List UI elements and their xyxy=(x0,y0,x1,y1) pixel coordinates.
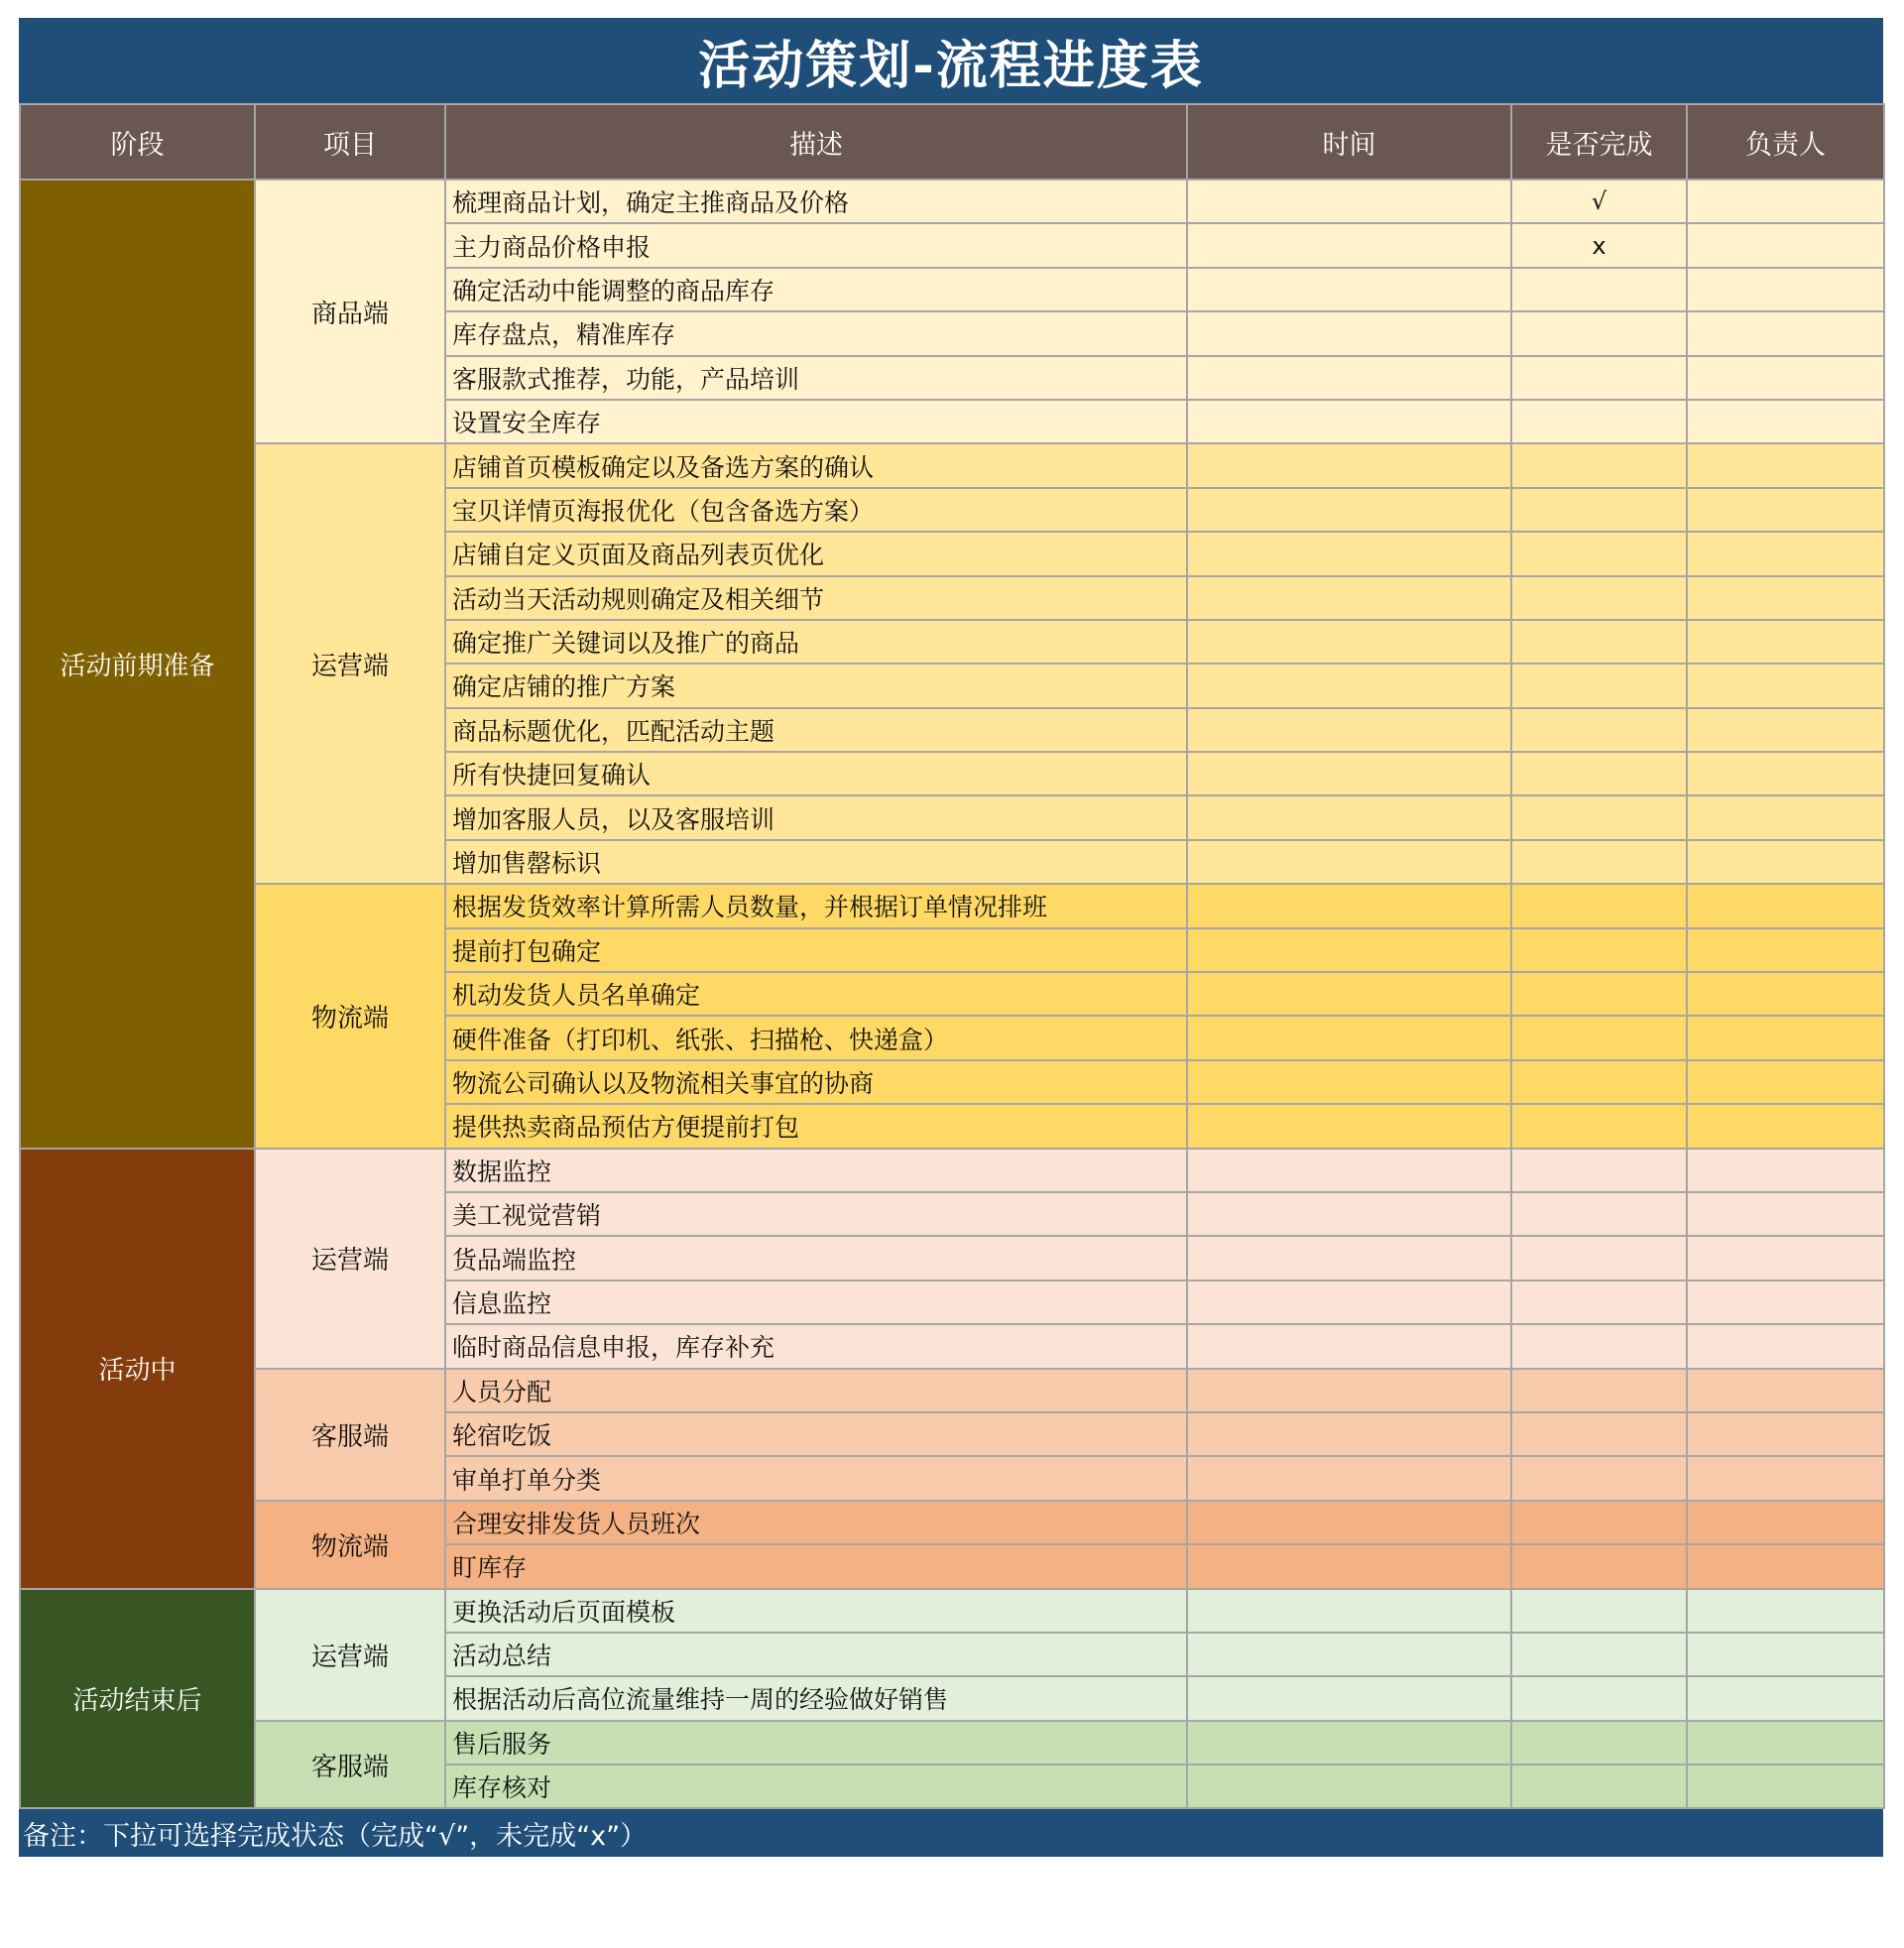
completed-dropdown[interactable] xyxy=(1511,840,1687,884)
description-cell[interactable]: 物流公司确认以及物流相关事宜的协商 xyxy=(445,1060,1187,1104)
project-cell: 商品端 xyxy=(255,180,445,443)
time-cell[interactable] xyxy=(1187,223,1511,267)
owner-cell[interactable] xyxy=(1687,840,1884,884)
time-cell[interactable] xyxy=(1187,1324,1511,1368)
owner-cell[interactable] xyxy=(1687,268,1884,311)
completed-dropdown[interactable] xyxy=(1511,1149,1687,1192)
time-cell[interactable] xyxy=(1187,1280,1511,1324)
description-cell[interactable]: 数据监控 xyxy=(445,1149,1187,1192)
progress-table xyxy=(19,103,1885,1809)
header-description: 描述 xyxy=(445,104,1187,180)
time-cell[interactable] xyxy=(1187,1369,1511,1412)
description-cell[interactable]: 客服款式推荐，功能，产品培训 xyxy=(445,356,1187,400)
description-cell[interactable]: 库存核对 xyxy=(445,1765,1187,1808)
completed-dropdown[interactable] xyxy=(1511,1721,1687,1765)
completed-dropdown[interactable] xyxy=(1511,1016,1687,1059)
owner-cell[interactable] xyxy=(1687,620,1884,664)
description-cell[interactable]: 确定店铺的推广方案 xyxy=(445,664,1187,707)
time-cell[interactable] xyxy=(1187,840,1511,884)
time-cell[interactable] xyxy=(1187,1149,1511,1192)
completed-dropdown[interactable] xyxy=(1511,1412,1687,1456)
owner-cell[interactable] xyxy=(1687,1016,1884,1059)
time-cell[interactable] xyxy=(1187,795,1511,839)
time-cell[interactable] xyxy=(1187,928,1511,972)
owner-cell[interactable] xyxy=(1687,1544,1884,1588)
time-cell[interactable] xyxy=(1187,356,1511,400)
time-cell[interactable] xyxy=(1187,1104,1511,1148)
time-cell[interactable] xyxy=(1187,620,1511,664)
description-cell[interactable]: 机动发货人员名单确定 xyxy=(445,972,1187,1016)
header-time: 时间 xyxy=(1187,104,1511,180)
description-cell[interactable]: 增加售罄标识 xyxy=(445,840,1187,884)
completed-dropdown[interactable] xyxy=(1511,1192,1687,1236)
owner-cell[interactable] xyxy=(1687,664,1884,707)
description-cell[interactable]: 货品端监控 xyxy=(445,1236,1187,1279)
project-cell: 运营端 xyxy=(255,443,445,884)
completed-dropdown[interactable] xyxy=(1511,708,1687,752)
description-cell[interactable]: 审单打单分类 xyxy=(445,1456,1187,1500)
time-cell[interactable] xyxy=(1187,884,1511,927)
time-cell[interactable] xyxy=(1187,1456,1511,1500)
time-cell[interactable] xyxy=(1187,1060,1511,1104)
time-cell[interactable] xyxy=(1187,1016,1511,1059)
time-cell[interactable] xyxy=(1187,664,1511,707)
description-cell[interactable]: 活动总结 xyxy=(445,1633,1187,1676)
time-cell[interactable] xyxy=(1187,532,1511,575)
owner-cell[interactable] xyxy=(1687,1501,1884,1544)
owner-cell[interactable] xyxy=(1687,576,1884,620)
description-cell[interactable]: 合理安排发货人员班次 xyxy=(445,1501,1187,1544)
completed-dropdown[interactable] xyxy=(1511,884,1687,927)
owner-cell[interactable] xyxy=(1687,795,1884,839)
completed-dropdown[interactable] xyxy=(1511,488,1687,532)
owner-cell[interactable] xyxy=(1687,752,1884,795)
header-completed: 是否完成 xyxy=(1511,104,1687,180)
completed-dropdown[interactable] xyxy=(1511,1765,1687,1808)
owner-cell[interactable] xyxy=(1687,708,1884,752)
description-cell[interactable]: 库存盘点，精准库存 xyxy=(445,311,1187,355)
owner-cell[interactable] xyxy=(1687,972,1884,1016)
owner-cell[interactable] xyxy=(1687,1236,1884,1279)
description-cell[interactable]: 临时商品信息申报，库存补充 xyxy=(445,1324,1187,1368)
header-owner: 负责人 xyxy=(1687,104,1884,180)
owner-cell[interactable] xyxy=(1687,1192,1884,1236)
time-cell[interactable] xyxy=(1187,443,1511,487)
project-cell: 物流端 xyxy=(255,1501,445,1589)
completed-dropdown[interactable] xyxy=(1511,1544,1687,1588)
table-row xyxy=(20,884,1884,927)
time-cell[interactable] xyxy=(1187,400,1511,443)
completed-dropdown[interactable] xyxy=(1511,1324,1687,1368)
owner-cell[interactable] xyxy=(1687,1104,1884,1148)
project-cell: 运营端 xyxy=(255,1589,445,1721)
owner-cell[interactable] xyxy=(1687,1456,1884,1500)
owner-cell[interactable] xyxy=(1687,1280,1884,1324)
owner-cell[interactable] xyxy=(1687,1149,1884,1192)
project-cell: 客服端 xyxy=(255,1721,445,1809)
header-row xyxy=(20,104,1884,180)
time-cell[interactable] xyxy=(1187,1544,1511,1588)
time-cell[interactable] xyxy=(1187,1501,1511,1544)
completed-dropdown[interactable] xyxy=(1511,1633,1687,1676)
description-cell[interactable]: 盯库存 xyxy=(445,1544,1187,1588)
completed-dropdown[interactable] xyxy=(1511,1280,1687,1324)
table-row xyxy=(20,1149,1884,1192)
owner-cell[interactable] xyxy=(1687,1633,1884,1676)
table-row xyxy=(20,1721,1884,1765)
description-cell[interactable]: 所有快捷回复确认 xyxy=(445,752,1187,795)
table-row xyxy=(20,1369,1884,1412)
description-cell[interactable]: 信息监控 xyxy=(445,1280,1187,1324)
phase-cell: 活动结束后 xyxy=(20,1589,255,1809)
description-cell[interactable]: 主力商品价格申报 xyxy=(445,223,1187,267)
description-cell[interactable]: 商品标题优化，匹配活动主题 xyxy=(445,708,1187,752)
completed-dropdown[interactable] xyxy=(1511,972,1687,1016)
time-cell[interactable] xyxy=(1187,1633,1511,1676)
owner-cell[interactable] xyxy=(1687,1412,1884,1456)
description-cell[interactable]: 更换活动后页面模板 xyxy=(445,1589,1187,1633)
completed-dropdown[interactable] xyxy=(1511,1501,1687,1544)
description-cell[interactable]: 提供热卖商品预估方便提前打包 xyxy=(445,1104,1187,1148)
time-cell[interactable] xyxy=(1187,1721,1511,1765)
completed-dropdown[interactable] xyxy=(1511,1060,1687,1104)
footer-note: 备注：下拉可选择完成状态（完成“√”，未完成“x”） xyxy=(19,1809,1883,1857)
completed-dropdown[interactable] xyxy=(1511,752,1687,795)
owner-cell[interactable] xyxy=(1687,311,1884,355)
description-cell[interactable]: 梳理商品计划，确定主推商品及价格 xyxy=(445,180,1187,223)
completed-dropdown[interactable] xyxy=(1511,620,1687,664)
description-cell[interactable]: 店铺自定义页面及商品列表页优化 xyxy=(445,532,1187,575)
table-row xyxy=(20,1501,1884,1544)
time-cell[interactable] xyxy=(1187,488,1511,532)
completed-dropdown[interactable]: √ xyxy=(1511,180,1687,223)
description-cell[interactable]: 增加客服人员，以及客服培训 xyxy=(445,795,1187,839)
description-cell[interactable]: 硬件准备（打印机、纸张、扫描枪、快递盒） xyxy=(445,1016,1187,1059)
time-cell[interactable] xyxy=(1187,1412,1511,1456)
owner-cell[interactable] xyxy=(1687,1676,1884,1720)
project-cell: 客服端 xyxy=(255,1369,445,1501)
description-cell[interactable]: 店铺首页模板确定以及备选方案的确认 xyxy=(445,443,1187,487)
time-cell[interactable] xyxy=(1187,1765,1511,1808)
completed-dropdown[interactable] xyxy=(1511,443,1687,487)
owner-cell[interactable] xyxy=(1687,1721,1884,1765)
sheet-title: 活动策划-流程进度表 xyxy=(19,18,1883,103)
completed-dropdown[interactable] xyxy=(1511,1236,1687,1279)
owner-cell[interactable] xyxy=(1687,884,1884,927)
time-cell[interactable] xyxy=(1187,180,1511,223)
description-cell[interactable]: 设置安全库存 xyxy=(445,400,1187,443)
completed-dropdown[interactable] xyxy=(1511,1104,1687,1148)
completed-dropdown[interactable] xyxy=(1511,576,1687,620)
completed-dropdown[interactable] xyxy=(1511,795,1687,839)
completed-dropdown[interactable] xyxy=(1511,664,1687,707)
header-project: 项目 xyxy=(255,104,445,180)
project-cell: 物流端 xyxy=(255,884,445,1148)
time-cell[interactable] xyxy=(1187,1589,1511,1633)
owner-cell[interactable] xyxy=(1687,1765,1884,1808)
owner-cell[interactable] xyxy=(1687,1369,1884,1412)
time-cell[interactable] xyxy=(1187,1676,1511,1720)
completed-dropdown[interactable] xyxy=(1511,1369,1687,1412)
description-cell[interactable]: 人员分配 xyxy=(445,1369,1187,1412)
owner-cell[interactable] xyxy=(1687,1060,1884,1104)
project-cell: 运营端 xyxy=(255,1149,445,1369)
table-row xyxy=(20,1589,1884,1633)
description-cell[interactable]: 确定推广关键词以及推广的商品 xyxy=(445,620,1187,664)
description-cell[interactable]: 美工视觉营销 xyxy=(445,1192,1187,1236)
time-cell[interactable] xyxy=(1187,1236,1511,1279)
completed-dropdown[interactable] xyxy=(1511,356,1687,400)
completed-dropdown[interactable] xyxy=(1511,928,1687,972)
completed-dropdown[interactable] xyxy=(1511,268,1687,311)
time-cell[interactable] xyxy=(1187,268,1511,311)
owner-cell[interactable] xyxy=(1687,223,1884,267)
completed-dropdown[interactable] xyxy=(1511,1456,1687,1500)
progress-sheet xyxy=(19,18,1883,1857)
owner-cell[interactable] xyxy=(1687,180,1884,223)
time-cell[interactable] xyxy=(1187,311,1511,355)
phase-cell: 活动中 xyxy=(20,1149,255,1589)
description-cell[interactable]: 根据活动后高位流量维持一周的经验做好销售 xyxy=(445,1676,1187,1720)
owner-cell[interactable] xyxy=(1687,488,1884,532)
description-cell[interactable]: 宝贝详情页海报优化（包含备选方案） xyxy=(445,488,1187,532)
owner-cell[interactable] xyxy=(1687,1589,1884,1633)
table-row xyxy=(20,180,1884,223)
time-cell[interactable] xyxy=(1187,576,1511,620)
completed-dropdown[interactable] xyxy=(1511,532,1687,575)
owner-cell[interactable] xyxy=(1687,928,1884,972)
description-cell[interactable]: 根据发货效率计算所需人员数量，并根据订单情况排班 xyxy=(445,884,1187,927)
owner-cell[interactable] xyxy=(1687,356,1884,400)
completed-dropdown[interactable] xyxy=(1511,1589,1687,1633)
owner-cell[interactable] xyxy=(1687,1324,1884,1368)
description-cell[interactable]: 售后服务 xyxy=(445,1721,1187,1765)
completed-dropdown[interactable]: x xyxy=(1511,223,1687,267)
time-cell[interactable] xyxy=(1187,1192,1511,1236)
phase-cell: 活动前期准备 xyxy=(20,180,255,1149)
owner-cell[interactable] xyxy=(1687,400,1884,443)
completed-dropdown[interactable] xyxy=(1511,1676,1687,1720)
description-cell[interactable]: 轮宿吃饭 xyxy=(445,1412,1187,1456)
description-cell[interactable]: 确定活动中能调整的商品库存 xyxy=(445,268,1187,311)
table-row xyxy=(20,443,1884,487)
owner-cell[interactable] xyxy=(1687,532,1884,575)
header-phase: 阶段 xyxy=(20,104,255,180)
completed-dropdown[interactable] xyxy=(1511,311,1687,355)
time-cell[interactable] xyxy=(1187,752,1511,795)
time-cell[interactable] xyxy=(1187,972,1511,1016)
description-cell[interactable]: 活动当天活动规则确定及相关细节 xyxy=(445,576,1187,620)
completed-dropdown[interactable] xyxy=(1511,400,1687,443)
owner-cell[interactable] xyxy=(1687,443,1884,487)
time-cell[interactable] xyxy=(1187,708,1511,752)
description-cell[interactable]: 提前打包确定 xyxy=(445,928,1187,972)
